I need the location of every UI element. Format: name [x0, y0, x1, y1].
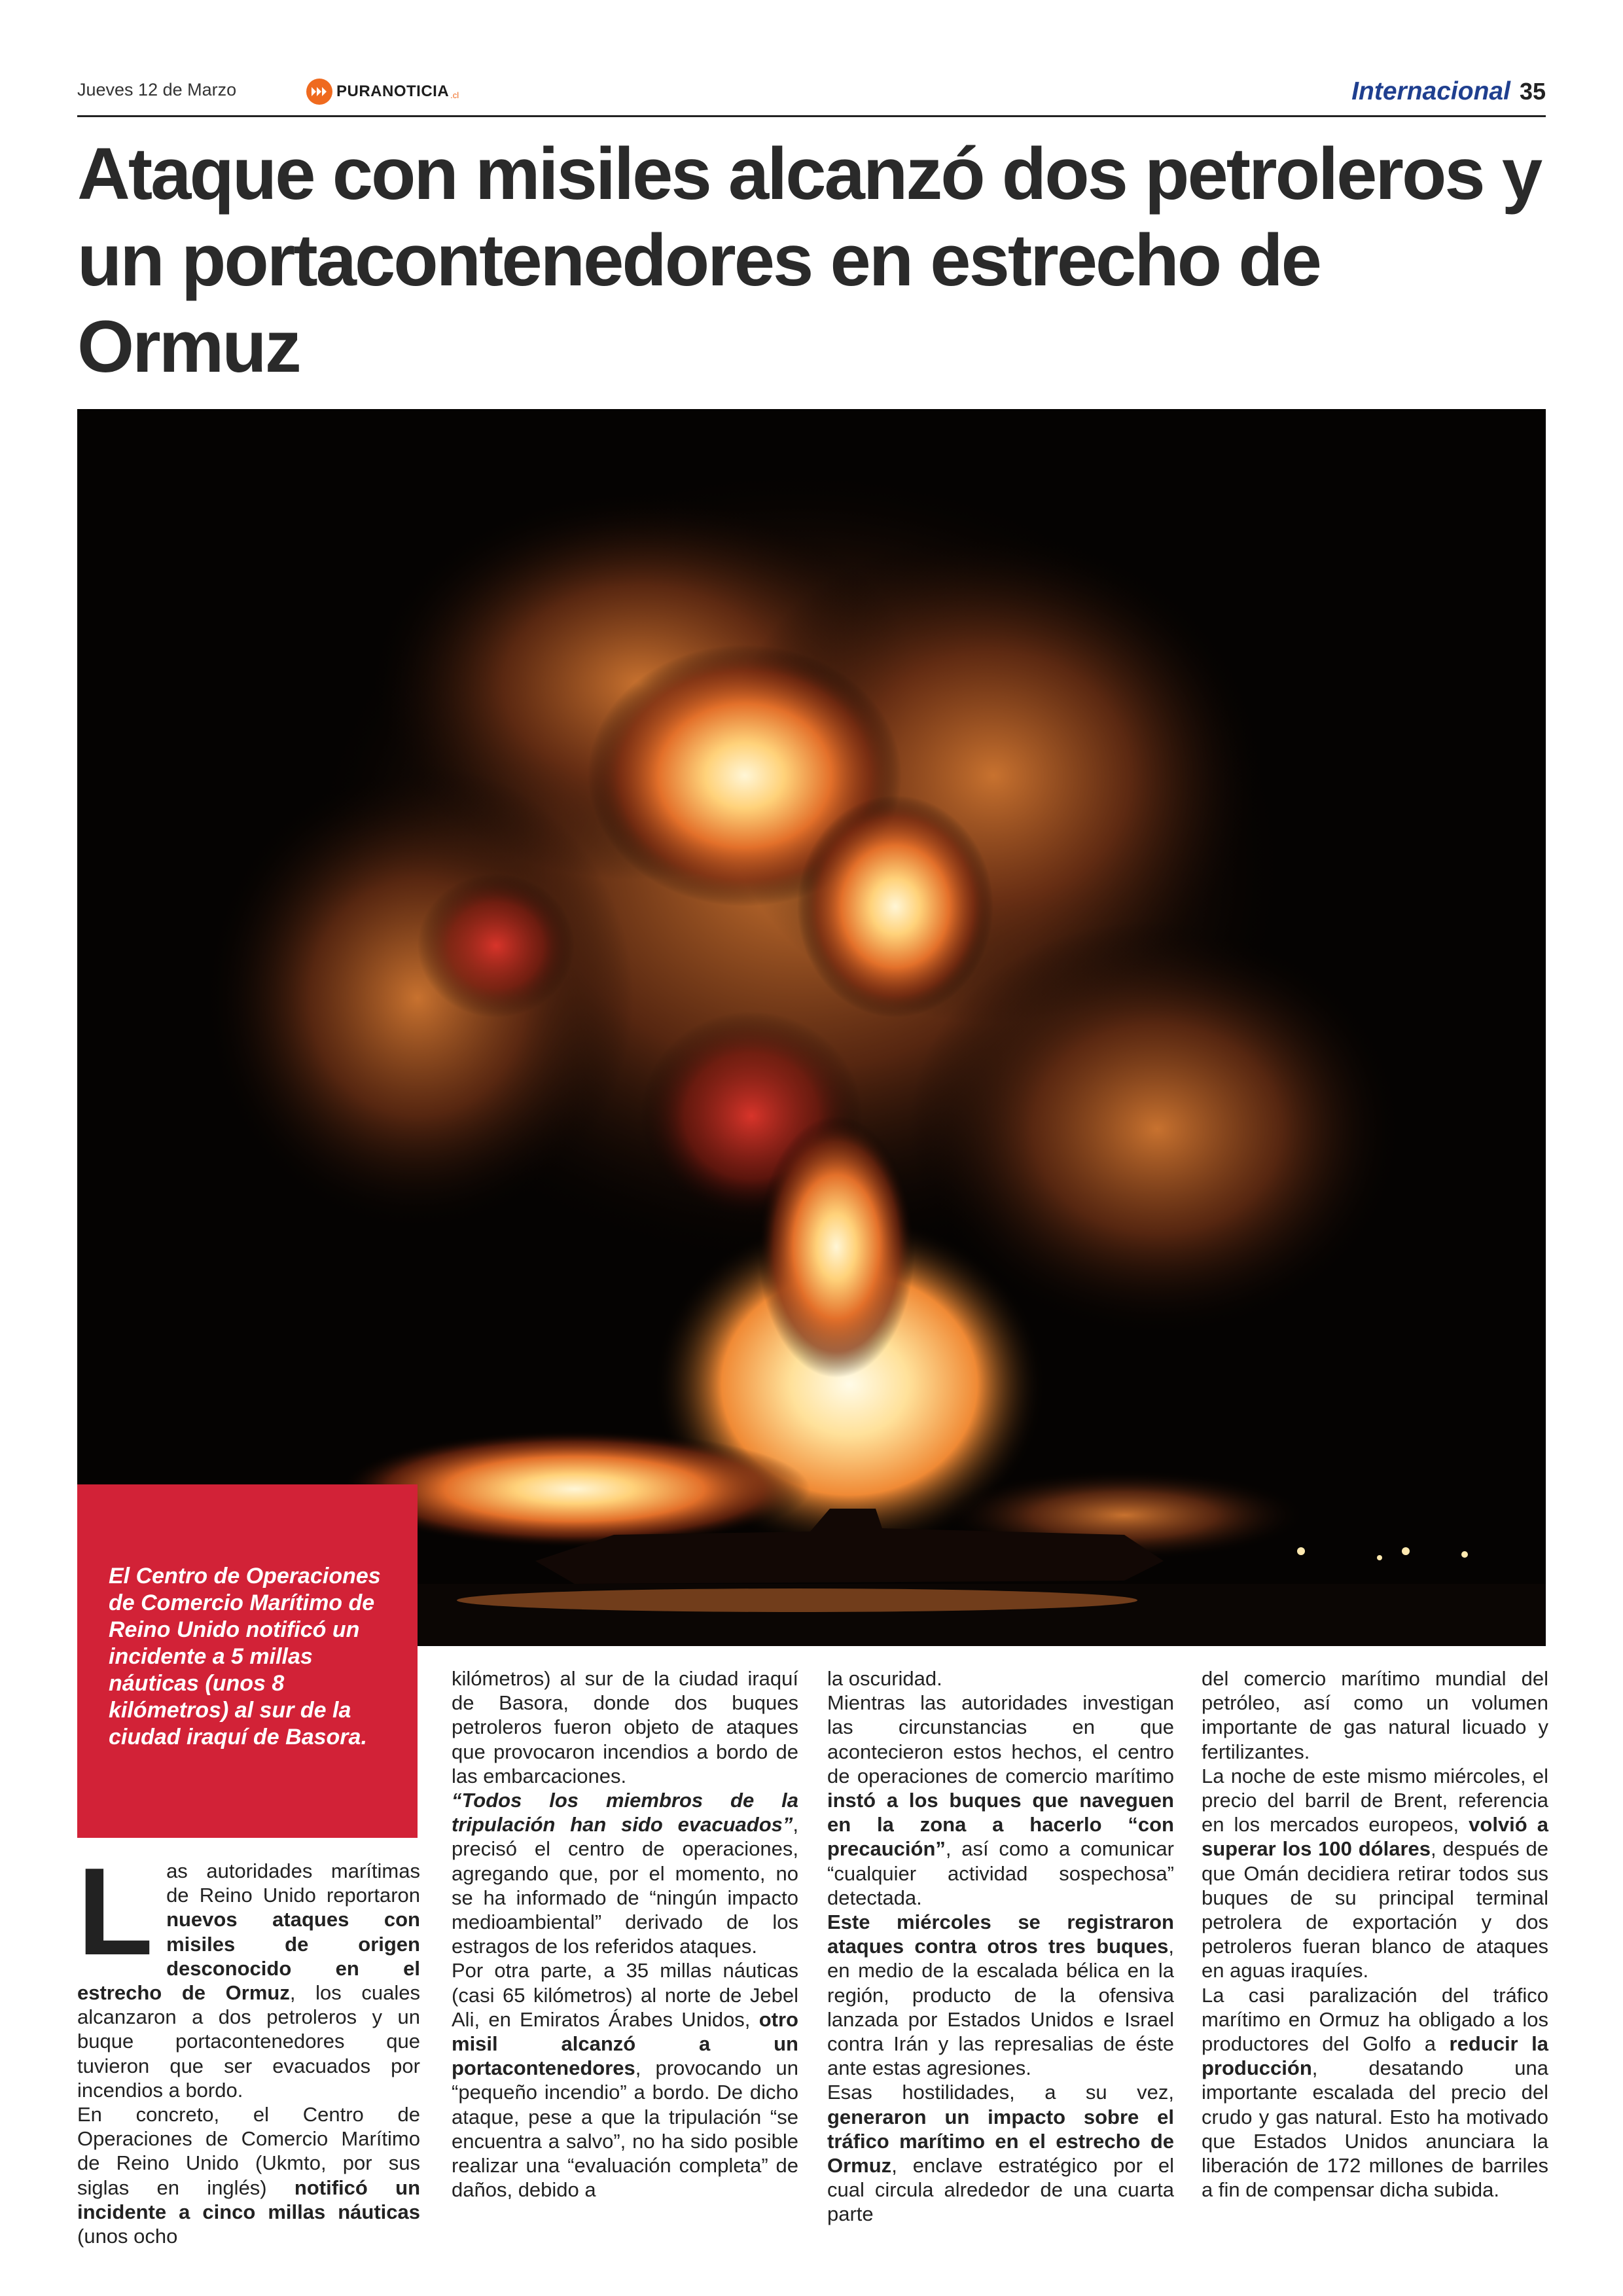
- article-column-3: [827, 1666, 1174, 2227]
- section-label: [1351, 77, 1546, 106]
- logo-suffix: .cl: [450, 90, 459, 100]
- publication-logo: [306, 77, 459, 106]
- caption-text: El Centro de Operaciones de Comercio Marítimo de Reino Unido notificó un incidente a 5 millas náuticas (unos 8 kilómetros) al sur de la ciudad iraquí de Basora.: [109, 1564, 381, 1749]
- paragraph: La casi paralización del tráfico marítimo en Ormuz ha obligado a los productores del Golfo a reducir la producción, desatando una importante escalada del precio del crudo y gas natural. Esto ha motivado que Estados Unidos anunciara la liberación de 172 millones de barriles a fin de compensar dicha subida.: [1202, 1983, 1549, 2202]
- fire-ship-photo: [77, 409, 1546, 1646]
- paragraph: Mientras las autoridades investigan las circunstancias en que acontecieron estos hechos, el centro de operaciones de comercio marítimo instó a los buques que naveguen en la zona a hacerlo “con precaución”, así como a comunicar “cualquier actividad sospechosa” detectada.: [827, 1691, 1174, 1909]
- section-name: Internacional: [1351, 77, 1510, 105]
- page-header: [77, 77, 1546, 117]
- logo-text: PURANOTICIA: [336, 82, 450, 100]
- paragraph: as autoridades marítimas de Reino Unido reportaron nuevos ataques con misiles de origen desconocido en el estrecho de Ormuz, los cuales alcanzaron a dos petroleros y un buque portacontenedores que tuvieron que ser evacuados por incendios a bordo.: [77, 1859, 420, 2102]
- paragraph: En concreto, el Centro de Operaciones de Comercio Marítimo de Reino Unido (Ukmto, por sus siglas en inglés) notificó un incidente a cinco millas náuticas (unos ocho: [77, 2103, 420, 2248]
- paragraph: kilómetros) al sur de la ciudad iraquí de Basora, donde dos buques petroleros fueron objeto de ataques que provocaron incendios a bordo de las embarcaciones.: [452, 1667, 798, 1787]
- paragraph: la oscuridad.: [827, 1667, 942, 1690]
- article-column-1: [77, 1842, 420, 2248]
- paragraph: Este miércoles se registraron ataques contra otros tres buques, en medio de la escalada bélica en la región, producto de la ofensiva lanzada por Estados Unidos e Israel contra Irán y las represalias de éste ante estas agresiones.: [827, 1910, 1174, 2080]
- paragraph: Por otra parte, a 35 millas náuticas (casi 65 kilómetros) al norte de Jebel Ali, en Emiratos Árabes Unidos, otro misil alcanzó a un portacontenedores, provocando un “pequeño incendio” a bordo. De dicho ataque, pese a que la tripulación “se encuentra a salvo”, no ha sido posible realizar una “evaluación completa” de daños, debido a: [452, 1959, 798, 2202]
- photo-caption: [77, 1484, 418, 1838]
- paragraph: Esas hostilidades, a su vez, generaron un impacto sobre el tráfico marítimo en el estrecho de Ormuz, enclave estratégico por el cual circula alrededor de una cuarta parte: [827, 2081, 1174, 2226]
- issue-date: Jueves 12 de Marzo: [77, 80, 237, 99]
- page-number: 35: [1519, 78, 1546, 105]
- paragraph: del comercio marítimo mundial del petróleo, así como un volumen importante de gas natural licuado y fertilizantes.: [1202, 1667, 1548, 1763]
- drop-cap: L: [77, 1842, 154, 1981]
- play-arrows-icon: [306, 79, 332, 105]
- article-column-2: [452, 1666, 798, 2202]
- paragraph: La noche de este mismo miércoles, el precio del barril de Brent, referencia en los mercados europeos, volvió a superar los 100 dólares, después de que Omán decidiera retirar todos sus buques de su principal terminal petrolera de exportación y dos petroleros fueran blanco de ataques en aguas iraquíes.: [1202, 1764, 1549, 1982]
- article-column-4: [1202, 1666, 1548, 2202]
- paragraph: “Todos los miembros de la tripulación han sido evacuados”, precisó el centro de operaciones, agregando que, por el momento, no se ha informado de “ningún impacto medioambiental” derivado de los estragos de los referidos ataques.: [452, 1789, 798, 1958]
- headline: Ataque con misiles alcanzó dos petroleros y un portacontenedores en estrecho de Ormuz: [77, 133, 1541, 387]
